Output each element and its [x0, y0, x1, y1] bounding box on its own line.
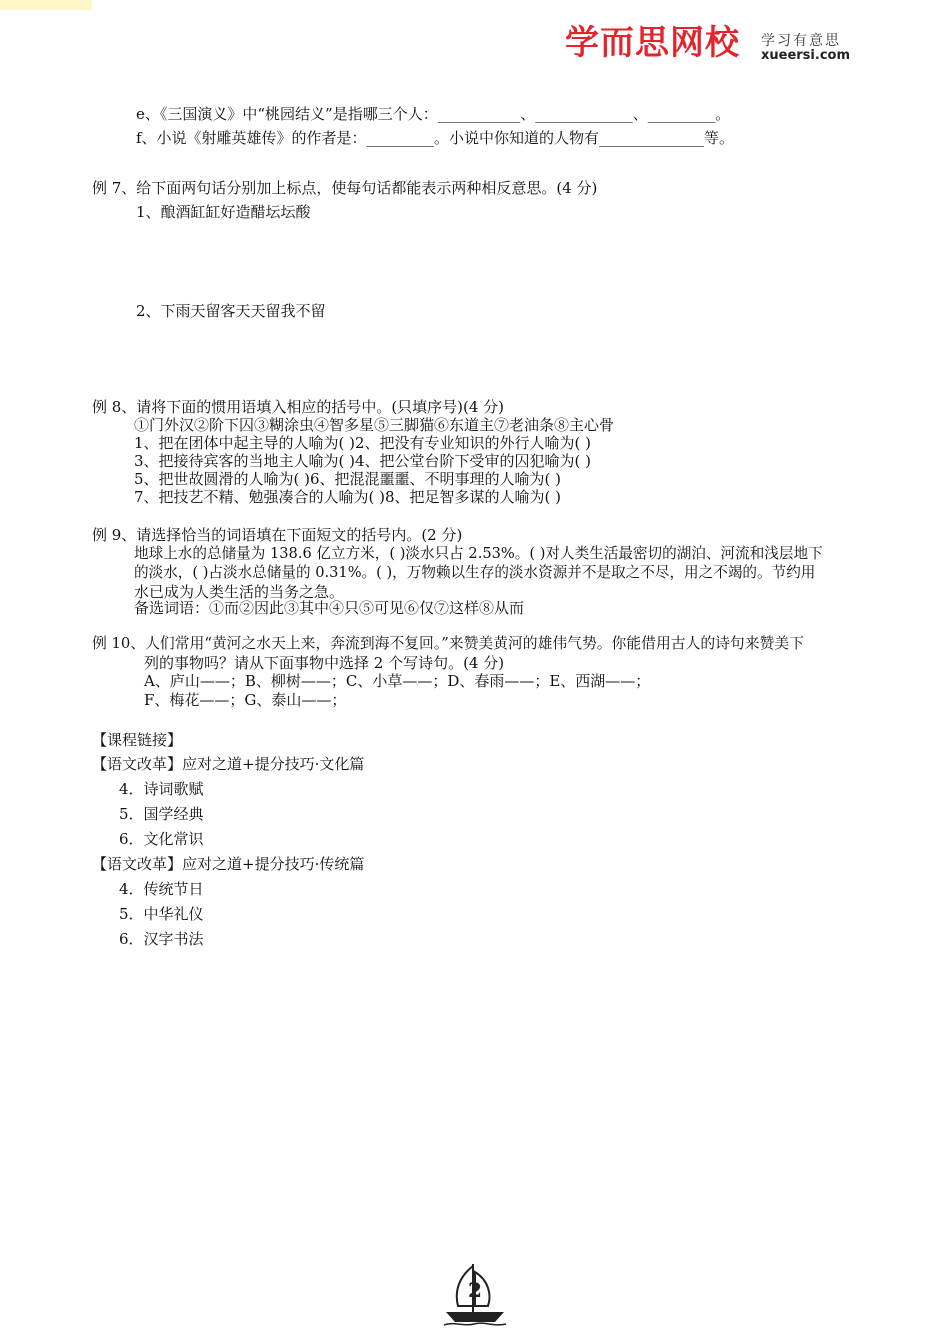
corner-highlight — [0, 0, 92, 10]
example-9-passage: 地球上水的总储量为 138.6 亿立方米，( )淡水只占 2.53%。( )对人类生活最密切的湖泊、河流和浅层地下 — [134, 545, 823, 562]
course-link-item[interactable]: 4．诗词歌赋 — [119, 780, 204, 798]
example-7-item-1: 1、酿酒缸缸好造醋坛坛酸 — [136, 203, 311, 221]
logo-text: 学而思网校 — [565, 23, 740, 63]
course-group-title[interactable]: 【语文改革】应对之道+提分技巧·文化篇 — [92, 755, 365, 773]
example-9-passage: 的淡水，( )占淡水总储量的 0.31%。( )，万物赖以生存的淡水资源并不是取之不尽，用之不竭的。节约用 — [134, 564, 816, 581]
course-link-item[interactable]: 6．汉字书法 — [119, 930, 204, 948]
course-link-item[interactable]: 5．中华礼仪 — [119, 905, 204, 923]
course-link-item[interactable]: 5．国学经典 — [119, 805, 204, 823]
example-8-line: 7、把技艺不精、勉强凑合的人喻为( )8、把足智多谋的人喻为( ) — [134, 488, 562, 506]
logo — [565, 22, 865, 68]
page-number-badge — [440, 1258, 510, 1328]
example-9-title: 例 9、请选择恰当的词语填在下面短文的括号内。(2 分) — [92, 526, 463, 544]
example-8-line: 1、把在团体中起主导的人喻为( )2、把没有专业知识的外行人喻为( ) — [134, 434, 592, 452]
course-link-item[interactable]: 4．传统节日 — [119, 880, 204, 898]
page-number: 2 — [468, 1278, 482, 1302]
example-10-title-cont: 列的事物吗？请从下面事物中选择 2 个写诗句。(4 分) — [144, 654, 505, 672]
logo-url: xueersi.com — [761, 48, 851, 63]
example-10-title: 例 10、人们常用“黄河之水天上来，奔流到海不复回。”来赞美黄河的雄伟气势。你能借用古人的诗句来赞美下 — [92, 635, 804, 652]
question-e: e、《三国演义》中“桃园结义”是指哪三个人：___________、_____________、_________。 — [136, 105, 731, 123]
course-group-title[interactable]: 【语文改革】应对之道+提分技巧·传统篇 — [92, 855, 365, 873]
logo-slogan: 学习有意思 — [761, 33, 841, 49]
course-link-item[interactable]: 6．文化常识 — [119, 830, 204, 848]
example-9-passage: 水已成为人类生活的当务之急。 — [134, 583, 345, 601]
example-7-item-2: 2、下雨天留客天天留我不留 — [136, 302, 326, 320]
example-10-items: F、梅花——；G、泰山——； — [144, 691, 347, 709]
course-links-title: 【课程链接】 — [92, 731, 183, 749]
question-f: f、小说《射雕英雄传》的作者是：_________。小说中你知道的人物有______________等。 — [136, 129, 735, 147]
example-10-items: A、庐山——；B、柳树——；C、小草——；D、春雨——；E、西湖——； — [144, 672, 651, 690]
example-9-choices: 备选词语：①而②因此③其中④只⑤可见⑥仅⑦这样⑧从而 — [134, 599, 525, 617]
example-7-title: 例 7、给下面两句话分别加上标点，使每句话都能表示两种相反意思。(4 分) — [92, 179, 598, 197]
example-8-line: 5、把世故圆滑的人喻为( )6、把混混噩噩、不明事理的人喻为( ) — [134, 470, 562, 488]
example-8-options: ①门外汉②阶下囚③糊涂虫④智多星⑤三脚猫⑥东道主⑦老油条⑧主心骨 — [134, 416, 615, 434]
example-8-title: 例 8、请将下面的惯用语填入相应的括号中。(只填序号)(4 分) — [92, 398, 505, 416]
example-8-line: 3、把接待宾客的当地主人喻为( )4、把公堂台阶下受审的囚犯喻为( ) — [134, 452, 592, 470]
